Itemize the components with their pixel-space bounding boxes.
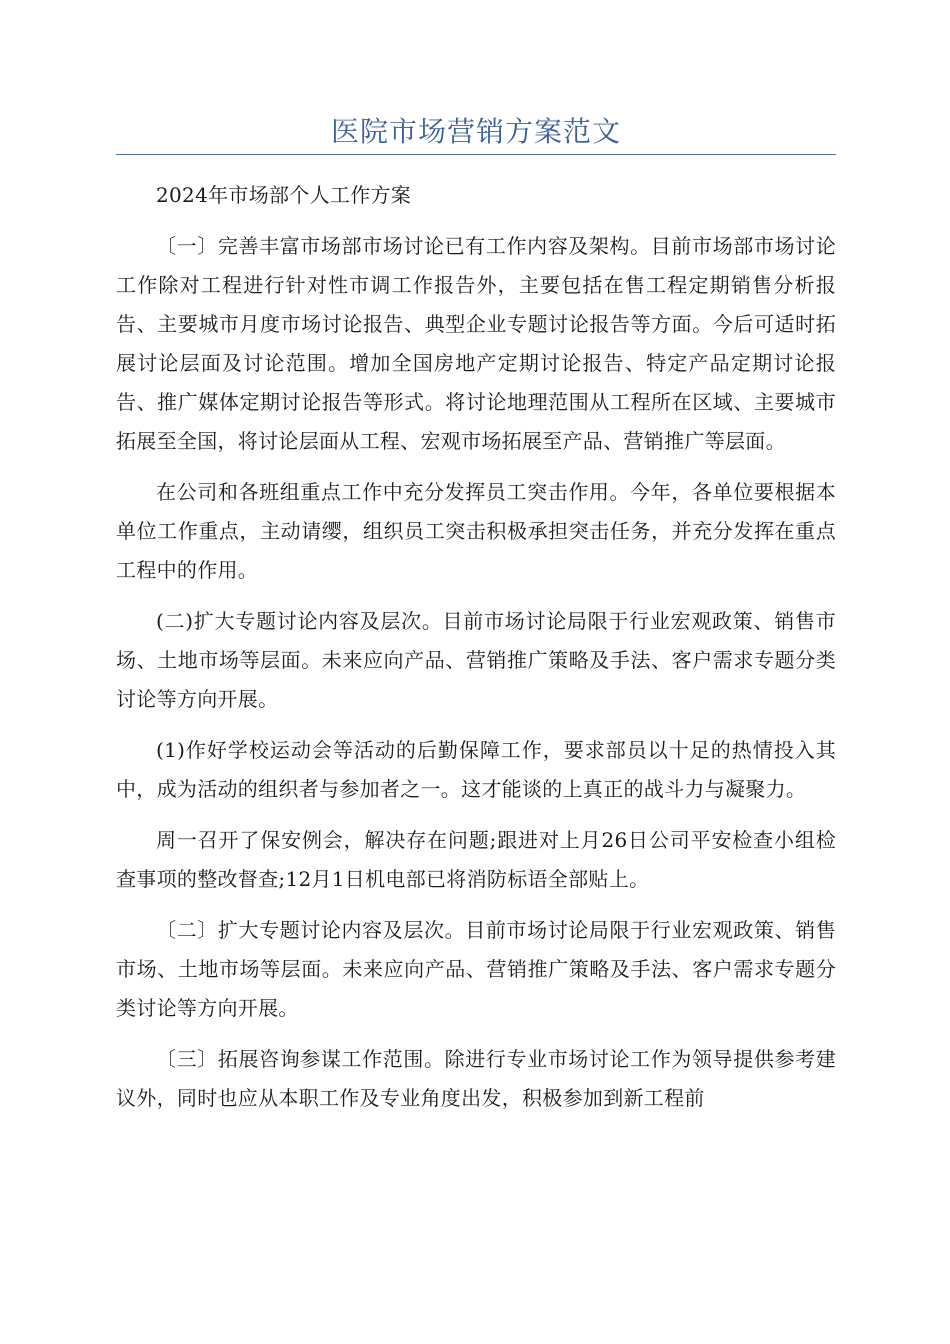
- paragraph-plan-heading: 2024年市场部个人工作方案: [156, 183, 412, 207]
- paragraph-section-two-bracket: 〔二〕扩大专题讨论内容及层次。目前市场讨论局限于行业宏观政策、销售市场、土地市场等层面。未来应向产品、营销推广策略及手法、客户需求专题分类讨论等方向开展。: [116, 918, 836, 1020]
- document-title: 医院市场营销方案范文: [330, 115, 621, 148]
- paragraph-employee-assault: 在公司和各班组重点工作中充分发挥员工突击作用。今年，各单位要根据本单位工作重点，主动请缨，组织员工突击积极承担突击任务，并充分发挥在重点工程中的作用。: [116, 480, 836, 582]
- paragraph-security-meeting: 周一召开了保安例会，解决存在问题;跟进对上月26日公司平安检查小组检查事项的整改督查;12月1日机电部已将消防标语全部贴上。: [116, 828, 836, 891]
- document-body: [116, 176, 836, 1130]
- title-underline-rule: [116, 154, 836, 155]
- paragraph-section-three: 〔三〕拓展咨询参谋工作范围。除进行专业市场讨论工作为领导提供参考建议外，同时也应从本职工作及专业角度出发，积极参加到新工程前: [116, 1047, 836, 1110]
- paragraph-section-two-paren: (二)扩大专题讨论内容及层次。目前市场讨论局限于行业宏观政策、销售市场、土地市场等层面。未来应向产品、营销推广策略及手法、客户需求专题分类讨论等方向开展。: [116, 609, 836, 711]
- paragraph-section-one: 〔一〕完善丰富市场部市场讨论已有工作内容及架构。目前市场部市场讨论工作除对工程进行针对性市调工作报告外，主要包括在售工程定期销售分析报告、主要城市月度市场讨论报告、典型企业专题讨论报告等方面。今后可适时拓展讨论层面及讨论范围。增加全国房地产定期讨论报告、特定产品定期讨论报告、推广媒体定期讨论报告等形式。将讨论地理范围从工程所在区域、主要城市拓展至全国，将讨论层面从工程、宏观市场拓展至产品、营销推广等层面。: [116, 234, 836, 453]
- paragraph-item-one: (1)作好学校运动会等活动的后勤保障工作，要求部员以十足的热情投入其中，成为活动的组织者与参加者之一。这才能谈的上真正的战斗力与凝聚力。: [116, 738, 836, 801]
